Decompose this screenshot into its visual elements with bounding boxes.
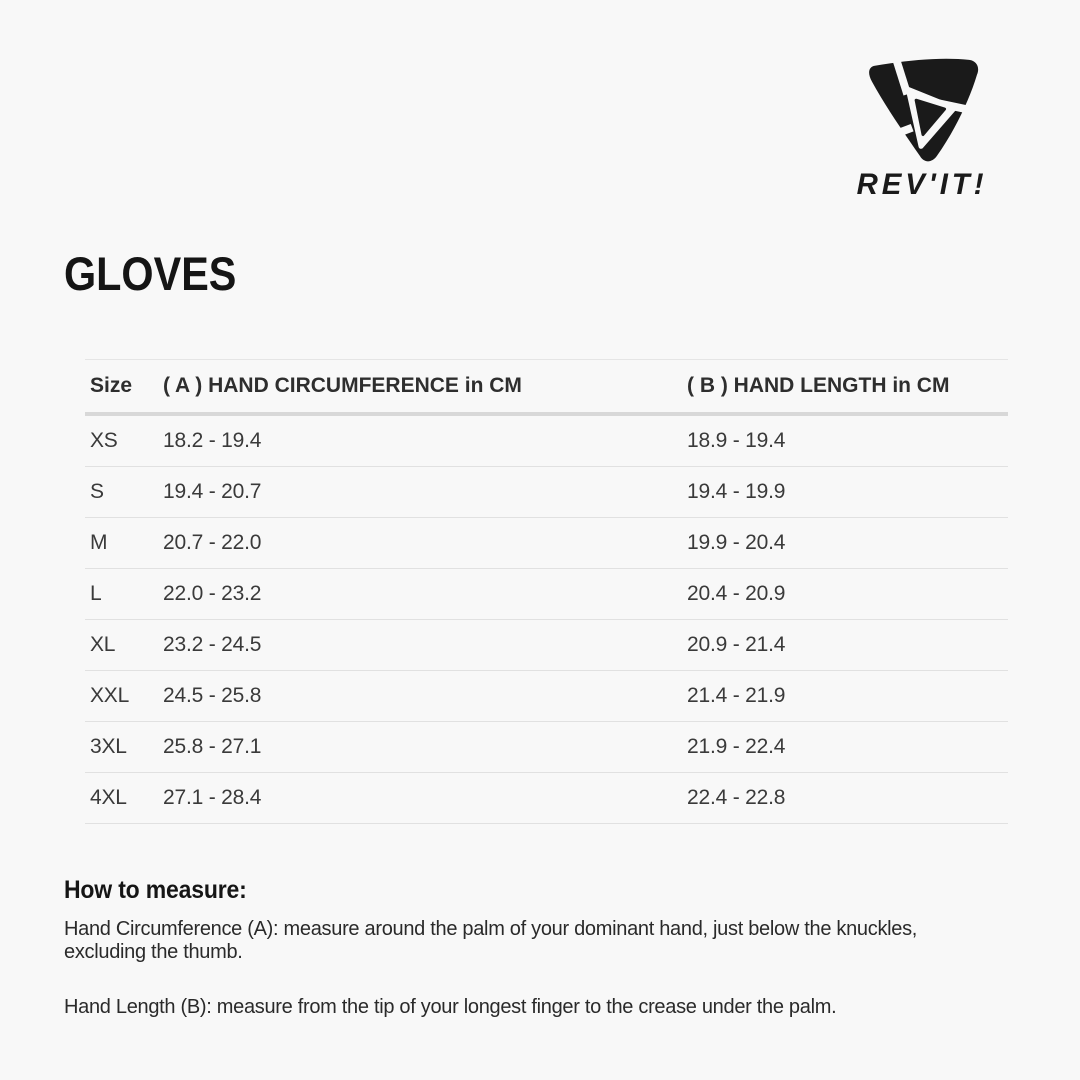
size-table-row — [85, 569, 1008, 620]
column-header-hand-length: ( B ) HAND LENGTH in CM — [687, 374, 950, 397]
size-cell: XXL — [90, 684, 130, 707]
hand-length-cell: 20.9 - 21.4 — [687, 633, 786, 656]
revit-shield-logo-icon — [858, 54, 986, 166]
how-to-measure-heading: How to measure: — [64, 876, 247, 904]
page-title: GLOVES — [64, 247, 237, 300]
size-table-header — [85, 359, 1008, 416]
size-table-row — [85, 467, 1008, 518]
hand-circumference-cell: 24.5 - 25.8 — [163, 684, 262, 707]
size-cell: L — [90, 582, 102, 605]
column-header-size: Size — [90, 374, 133, 397]
size-cell: S — [90, 480, 104, 503]
size-table-row — [85, 518, 1008, 569]
hand-length-cell: 20.4 - 20.9 — [687, 582, 786, 605]
brand-logo-block — [845, 54, 999, 202]
hand-circumference-cell: 27.1 - 28.4 — [163, 786, 262, 809]
size-cell: M — [90, 531, 108, 554]
hand-length-cell: 21.4 - 21.9 — [687, 684, 786, 707]
size-table — [85, 359, 1008, 824]
size-cell: 4XL — [90, 786, 127, 809]
hand-length-cell: 19.4 - 19.9 — [687, 480, 786, 503]
hand-length-cell: 22.4 - 22.8 — [687, 786, 786, 809]
size-table-row — [85, 773, 1008, 824]
hand-length-cell: 21.9 - 22.4 — [687, 735, 786, 758]
hand-circumference-cell: 20.7 - 22.0 — [163, 531, 262, 554]
brand-wordmark: REV'IT! — [856, 168, 988, 201]
hand-circumference-cell: 25.8 - 27.1 — [163, 735, 262, 758]
hand-length-note: Hand Length (B): measure from the tip of your longest finger to the crease under the palm. — [64, 996, 837, 1018]
hand-circumference-cell: 22.0 - 23.2 — [163, 582, 262, 605]
size-table-row — [85, 722, 1008, 773]
column-header-hand-circumference: ( A ) HAND CIRCUMFERENCE in CM — [163, 374, 522, 397]
hand-circumference-cell: 18.2 - 19.4 — [163, 429, 262, 452]
size-table-row — [85, 416, 1008, 467]
hand-circumference-cell: 19.4 - 20.7 — [163, 480, 262, 503]
hand-circumference-cell: 23.2 - 24.5 — [163, 633, 262, 656]
how-to-measure-section — [64, 876, 964, 1019]
size-table-row — [85, 671, 1008, 722]
size-cell: XL — [90, 633, 116, 656]
hand-length-cell: 18.9 - 19.4 — [687, 429, 786, 452]
hand-length-cell: 19.9 - 20.4 — [687, 531, 786, 554]
size-table-row — [85, 620, 1008, 671]
size-cell: 3XL — [90, 735, 127, 758]
size-cell: XS — [90, 429, 118, 452]
hand-circumference-note: Hand Circumference (A): measure around the palm of your dominant hand, just below the knuckles, excluding the thumb. — [64, 918, 918, 963]
